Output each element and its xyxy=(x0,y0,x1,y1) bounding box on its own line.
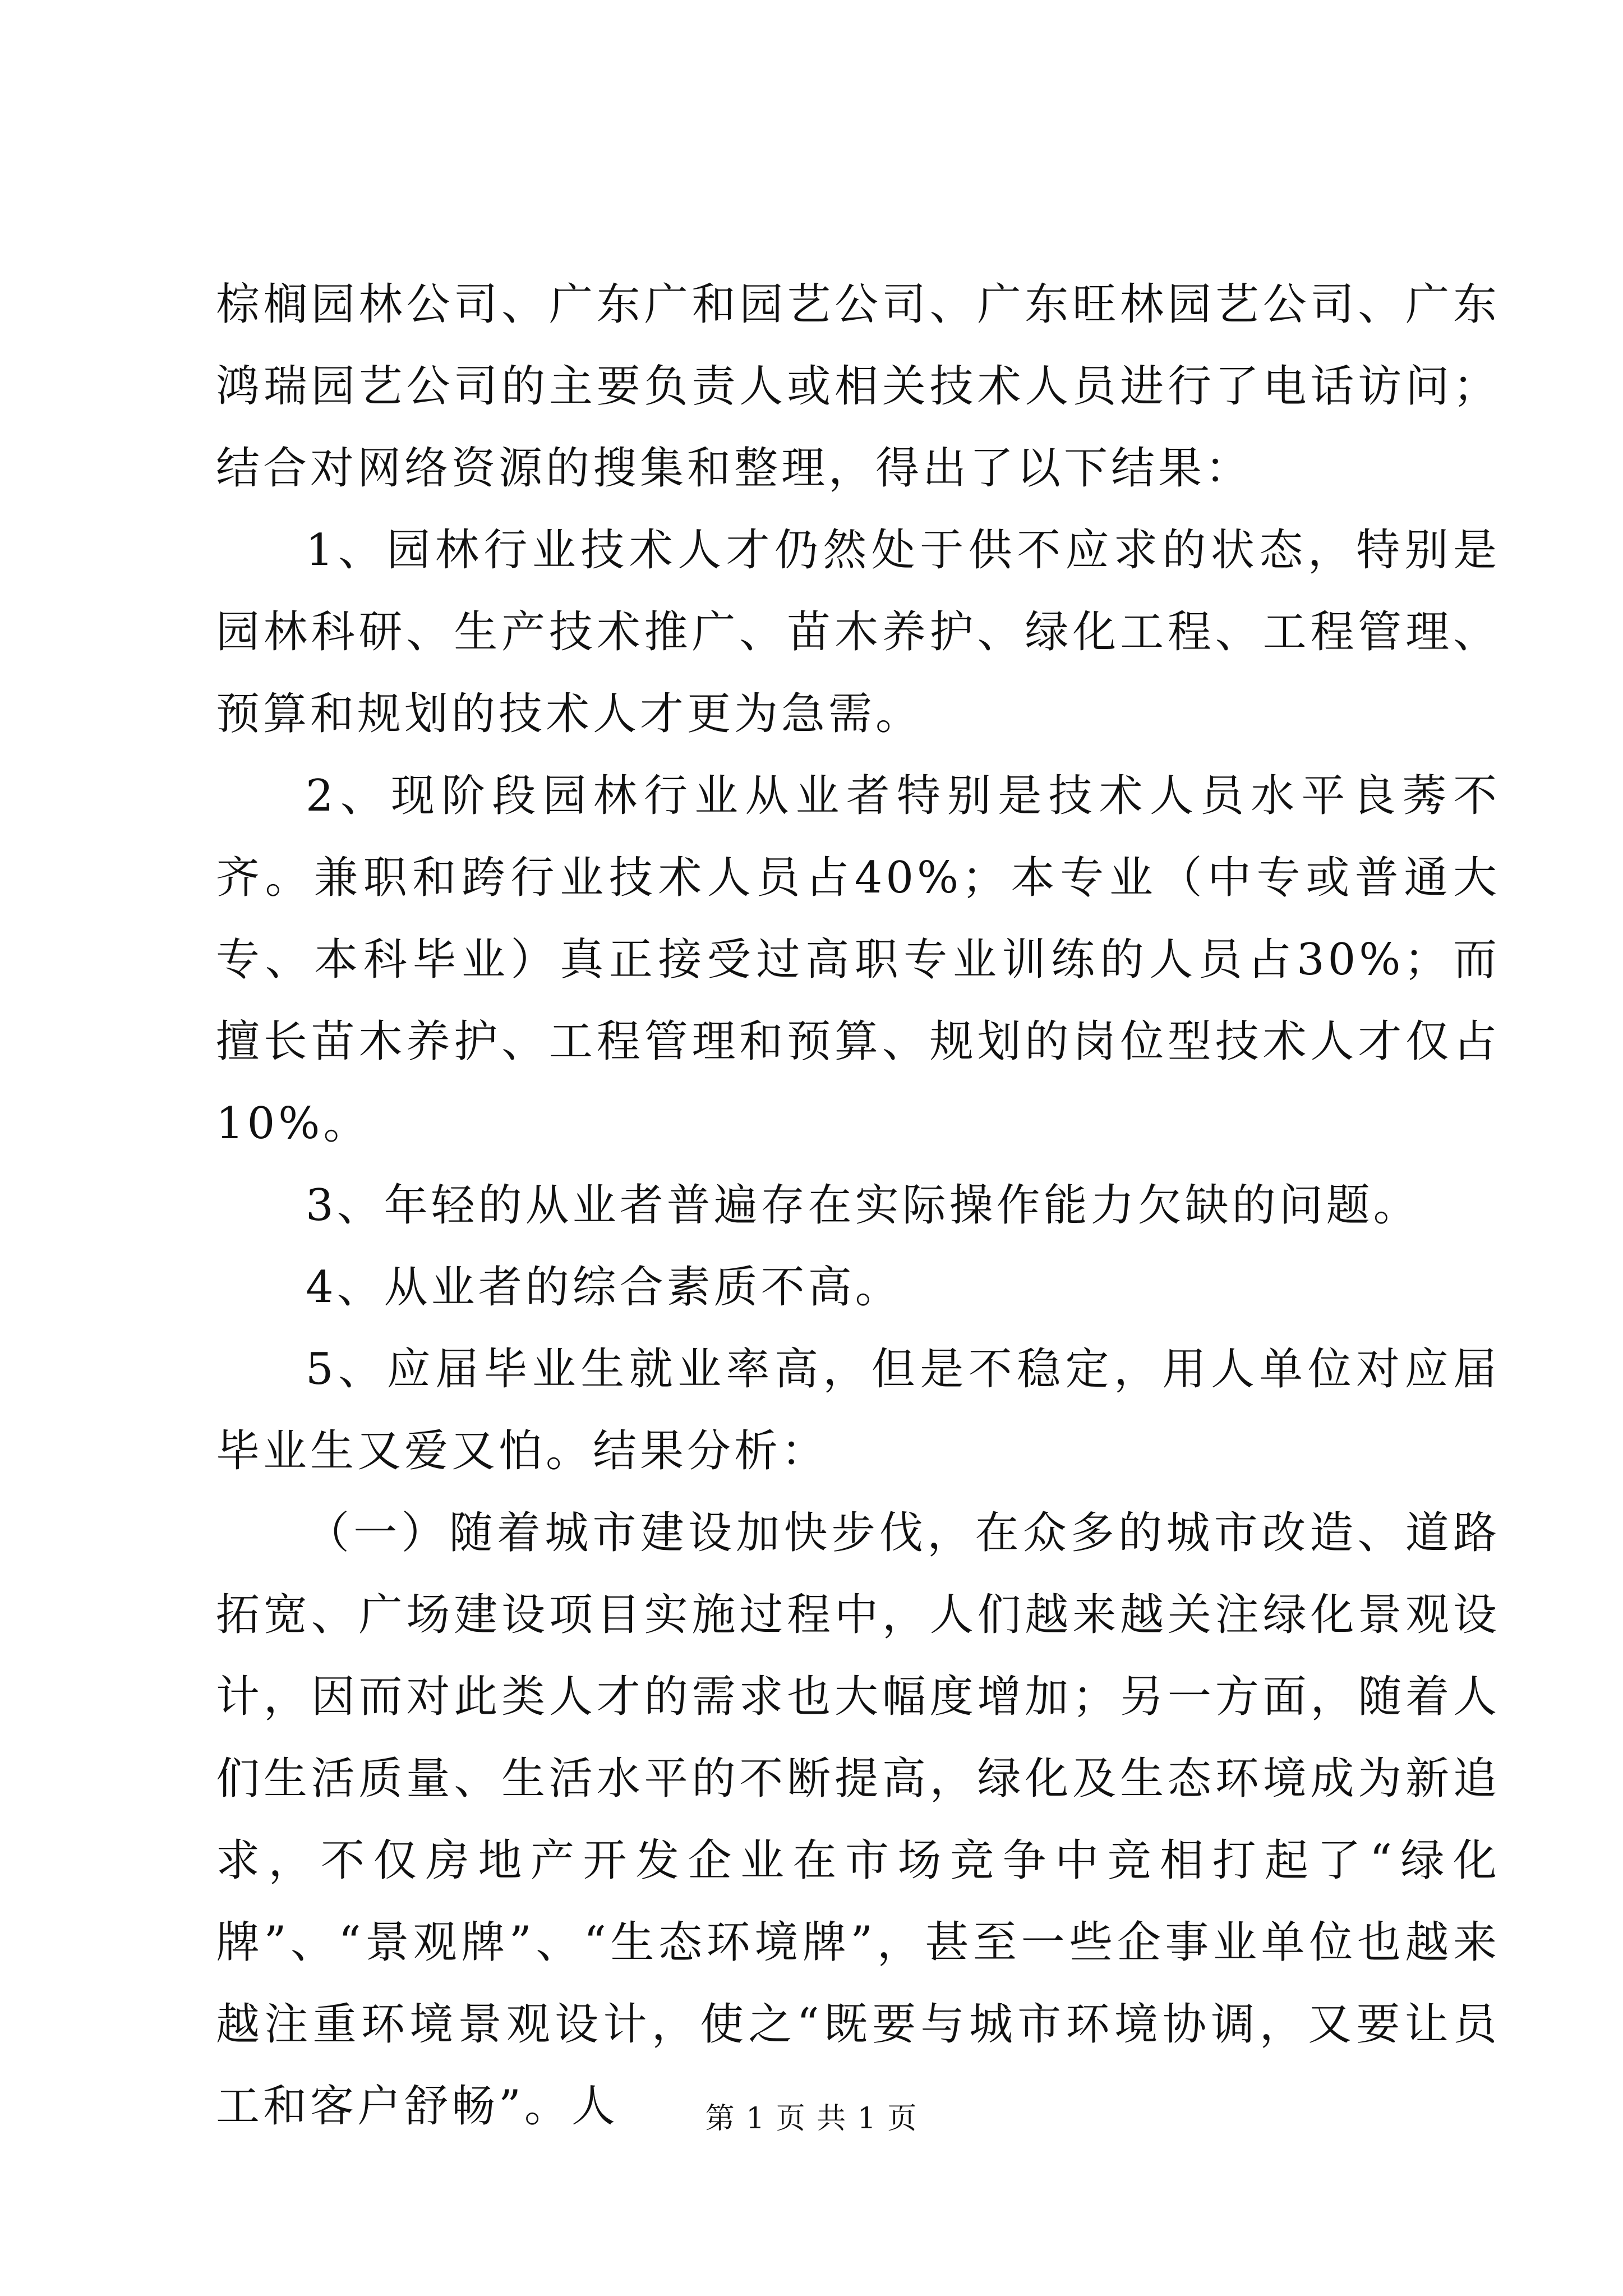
document-body xyxy=(216,264,1500,2147)
paragraph-2: 1、园林行业技术人才仍然处于供不应求的状态，特别是园林科研、生产技术推广、苗木养护、绿化工程、工程管理、预算和规划的技术人才更为急需。 xyxy=(216,525,1500,739)
paragraph-7: （一）随着城市建设加快步伐，在众多的城市改造、道路拓宽、广场建设项目实施过程中，人们越来越关注绿化景观设计，因而对此类人才的需求也大幅度增加；另一方面，随着人们生活质量、生活水平的不断提高，绿化及生态环境成为新追求，不仅房地产开发企业在市场竞争中竞相打起了“绿化牌”、“景观牌”、“生态环境牌”，甚至一些企事业单位也越来越注重环境景观设计，使之“既要与城市环境协调，又要让员工和客户舒畅”。人 xyxy=(216,1508,1500,2132)
paragraph-6: 5、应届毕业生就业率高，但是不稳定，用人单位对应届毕业生又爱又怕。结果分析： xyxy=(216,1344,1500,1476)
paragraph-1: 棕榈园林公司、广东广和园艺公司、广东旺林园艺公司、广东鸿瑞园艺公司的主要负责人或相关技术人员进行了电话访问；结合对网络资源的搜集和整理，得出了以下结果： xyxy=(216,279,1500,494)
paragraph-3: 2、现阶段园林行业从业者特别是技术人员水平良莠不齐。兼职和跨行业技术人员占40%；本专业（中专或普通大专、本科毕业）真正接受过高职专业训练的人员占30%；而擅长苗木养护、工程管理和预算、规划的岗位型技术人才仅占10%。 xyxy=(216,771,1500,1149)
paragraph-4: 3、年轻的从业者普遍存在实际操作能力欠缺的问题。 xyxy=(306,1180,1421,1231)
paragraph-5: 4、从业者的综合素质不高。 xyxy=(306,1262,902,1313)
page-footer: 第 1 页 共 1 页 xyxy=(705,2102,918,2136)
